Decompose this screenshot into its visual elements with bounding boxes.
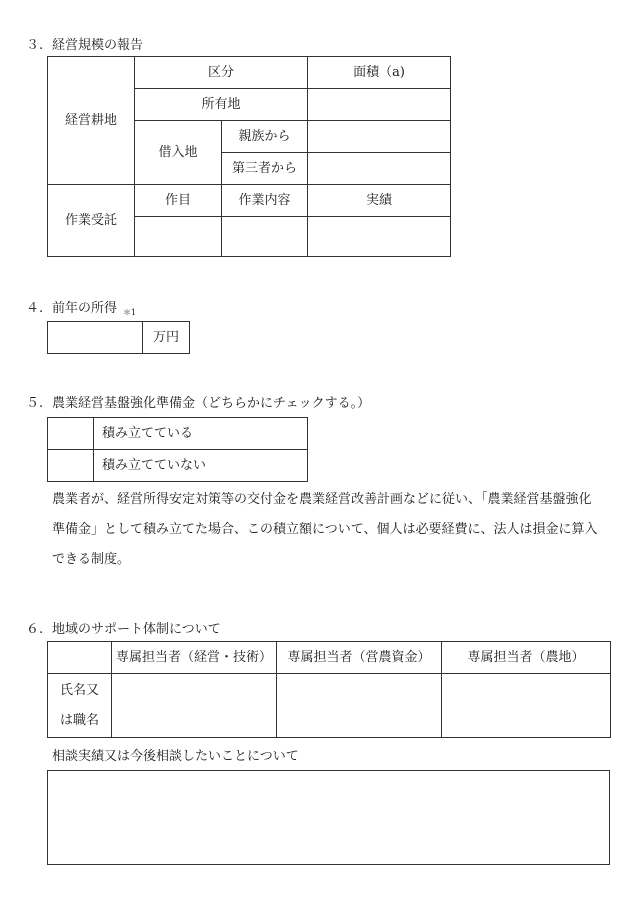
reserve-fund-table <box>47 417 308 482</box>
area-header: 面積（a) <box>308 57 451 89</box>
leased-land-label: 借入地 <box>135 121 222 185</box>
saving-checkbox[interactable] <box>48 418 94 450</box>
from-relatives-label: 親族から <box>222 121 308 153</box>
not-saving-checkbox[interactable] <box>48 450 94 482</box>
support-system-table <box>47 641 611 738</box>
previous-income-input[interactable] <box>48 322 143 354</box>
from-third-party-area-cell[interactable] <box>308 153 451 185</box>
funding-staff-name-cell[interactable] <box>277 674 442 738</box>
not-saving-option-label: 積み立てていない <box>94 450 308 482</box>
previous-income-table <box>47 321 190 354</box>
farmland-staff-header: 専属担当者（農地） <box>442 642 611 674</box>
work-content-cell[interactable] <box>222 217 308 257</box>
description-line-3: できる制度。 <box>52 552 131 567</box>
management-scale-table <box>47 56 451 257</box>
section3-title: 経営規模の報告 <box>52 38 144 53</box>
consultation-label: 相談実績又は今後相談したいことについて <box>52 749 299 764</box>
crop-cell[interactable] <box>135 217 222 257</box>
results-header: 実績 <box>308 185 451 217</box>
name-or-title-label <box>48 674 112 738</box>
footnote-mark: ＊1 <box>123 308 137 317</box>
section3-heading <box>26 34 143 53</box>
saving-option-label: 積み立てている <box>94 418 308 450</box>
division-header: 区分 <box>135 57 308 89</box>
results-cell[interactable] <box>308 217 451 257</box>
income-unit-label: 万円 <box>143 322 190 354</box>
reserve-fund-description <box>52 485 608 575</box>
farmland-label: 経営耕地 <box>48 57 135 185</box>
farmland-staff-name-cell[interactable] <box>442 674 611 738</box>
section6-title: 地域のサポート体制について <box>52 622 221 637</box>
management-staff-name-cell[interactable] <box>112 674 277 738</box>
funding-staff-header: 専属担当者（営農資金） <box>277 642 442 674</box>
owned-land-label: 所有地 <box>135 89 308 121</box>
name-label-line-1: 氏名又 <box>59 682 99 698</box>
description-line-1: 農業者が、経営所得安定対策等の交付金を農業経営改善計画などに従い、「農業経営基盤強化 <box>52 492 592 507</box>
support-corner-cell <box>48 642 112 674</box>
contract-work-label: 作業受託 <box>48 185 135 257</box>
section6-number: ６. <box>26 622 44 637</box>
owned-land-area-cell[interactable] <box>308 89 451 121</box>
crop-header: 作目 <box>135 185 222 217</box>
section6-heading <box>26 618 221 637</box>
description-line-2: 準備金」として積み立てた場合、この積立額について、個人は必要経費に、法人は損金に算入 <box>52 522 598 537</box>
section5-title: 農業経営基盤強化準備金（どちらかにチェックする。） <box>52 396 371 411</box>
name-label-line-2: は職名 <box>59 712 99 728</box>
from-third-party-label: 第三者から <box>222 153 308 185</box>
section4-title: 前年の所得 <box>52 301 118 316</box>
section4-number: ４. <box>26 301 44 316</box>
work-content-header: 作業内容 <box>222 185 308 217</box>
management-staff-header: 専属担当者（経営・技術） <box>112 642 277 674</box>
section4-heading <box>26 297 136 316</box>
section5-heading <box>26 392 370 411</box>
section5-number: ５. <box>26 396 44 411</box>
consultation-textbox[interactable] <box>47 770 610 865</box>
section3-number: ３. <box>26 38 44 53</box>
from-relatives-area-cell[interactable] <box>308 121 451 153</box>
